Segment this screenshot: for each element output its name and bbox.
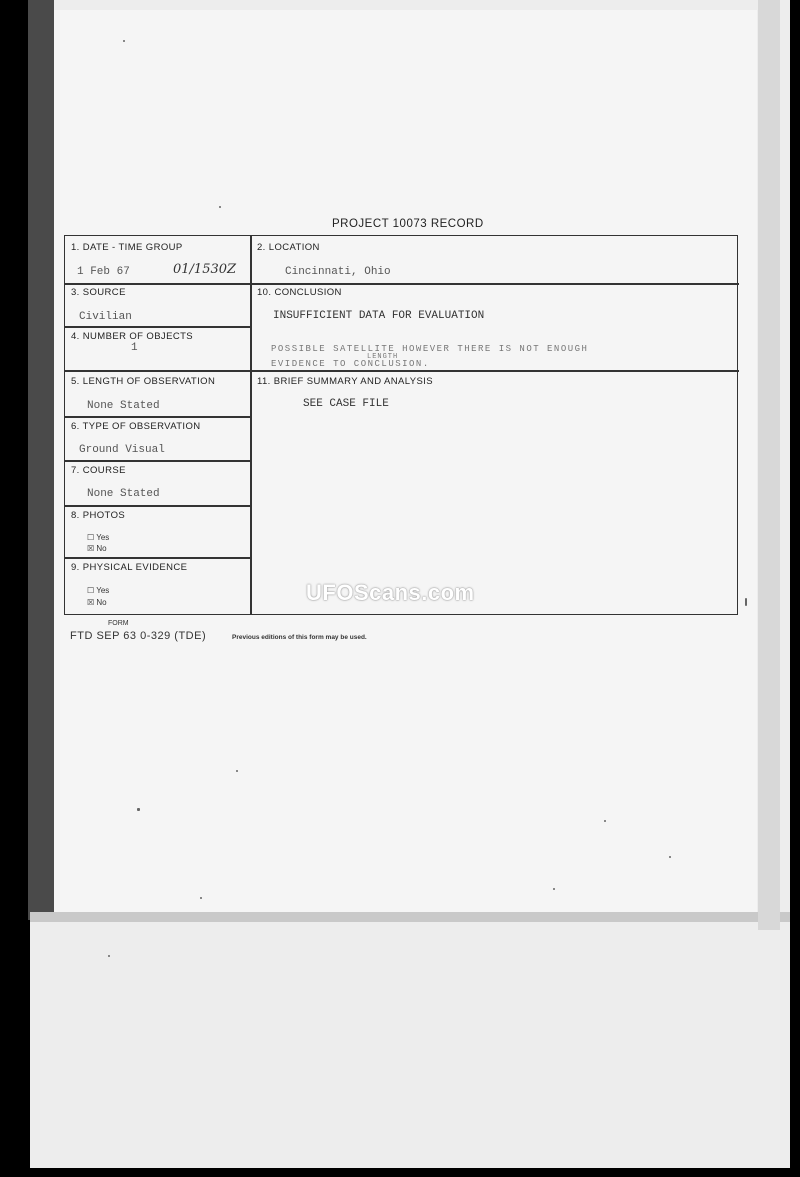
scan-speck [745, 598, 747, 606]
scan-speck [219, 206, 221, 208]
watermark: UFOScans.com [306, 580, 475, 605]
row-divider [65, 505, 250, 507]
conclusion-faint-insert: LENGTH [367, 353, 399, 361]
row-divider [65, 557, 250, 559]
number-of-objects-label: 4. NUMBER OF OBJECTS [71, 331, 194, 342]
page-right-edge [758, 0, 780, 930]
type-of-observation-label: 6. TYPE OF OBSERVATION [71, 421, 201, 432]
form-title: PROJECT 10073 RECORD [332, 218, 484, 230]
photos-no-option [87, 544, 107, 553]
conclusion-faint-line-1: POSSIBLE SATELLITE HOWEVER THERE IS NOT ENOUGH [271, 344, 589, 354]
type-of-observation-value: Ground Visual [79, 444, 165, 456]
photos-yes-checkbox: ☐ [87, 533, 95, 542]
page-bottom-edge [30, 912, 790, 922]
photos-label: 8. PHOTOS [71, 510, 126, 521]
row-divider [65, 370, 739, 372]
conclusion-faint-line-2: EVIDENCE TO CONCLUSION. [271, 359, 430, 369]
conclusion-value: INSUFFICIENT DATA FOR EVALUATION [273, 310, 485, 322]
footer-form-word: FORM [108, 620, 129, 627]
date-value: 1 Feb 67 [77, 266, 130, 278]
summary-value: SEE CASE FILE [303, 398, 389, 410]
scan-speck [200, 897, 202, 899]
length-of-observation-value: None Stated [87, 400, 160, 412]
scan-speck [553, 888, 555, 890]
record-form [64, 235, 738, 615]
scan-speck [236, 770, 238, 772]
course-label: 7. COURSE [71, 465, 126, 476]
physical-evidence-yes-label: Yes [96, 586, 110, 595]
photos-yes-option [87, 533, 109, 542]
scan-speck [604, 820, 606, 822]
number-of-objects-value: 1 [131, 342, 138, 354]
physical-evidence-no-label: No [96, 598, 107, 607]
scan-speck [108, 955, 110, 957]
conclusion-label: 10. CONCLUSION [257, 287, 342, 298]
scan-speck [669, 856, 671, 858]
page-edge-shadow [28, 0, 54, 920]
summary-label: 11. BRIEF SUMMARY AND ANALYSIS [257, 376, 434, 387]
row-divider [65, 326, 250, 328]
source-label: 3. SOURCE [71, 287, 126, 298]
footer-note: Previous editions of this form may be used. [232, 634, 367, 641]
photos-no-checkbox: ☒ [87, 544, 95, 553]
source-value: Civilian [79, 311, 132, 323]
footer-form-code: FTD SEP 63 0-329 (TDE) [70, 630, 207, 642]
physical-evidence-no-option [87, 598, 107, 607]
scan-speck [123, 40, 125, 42]
physical-evidence-yes-checkbox: ☐ [87, 586, 95, 595]
time-value: 01/1530Z [173, 262, 237, 277]
row-divider [65, 460, 250, 462]
physical-evidence-no-checkbox: ☒ [87, 598, 95, 607]
photos-no-label: No [96, 544, 107, 553]
length-of-observation-label: 5. LENGTH OF OBSERVATION [71, 376, 216, 387]
location-value: Cincinnati, Ohio [285, 266, 391, 278]
date-time-group-label: 1. DATE - TIME GROUP [71, 242, 183, 253]
row-divider [65, 283, 739, 285]
scan-speck [137, 808, 140, 811]
photos-yes-label: Yes [96, 533, 110, 542]
physical-evidence-label: 9. PHYSICAL EVIDENCE [71, 562, 188, 573]
row-divider [65, 416, 250, 418]
location-label: 2. LOCATION [257, 242, 320, 253]
physical-evidence-yes-option [87, 586, 109, 595]
column-divider [250, 236, 252, 614]
course-value: None Stated [87, 488, 160, 500]
